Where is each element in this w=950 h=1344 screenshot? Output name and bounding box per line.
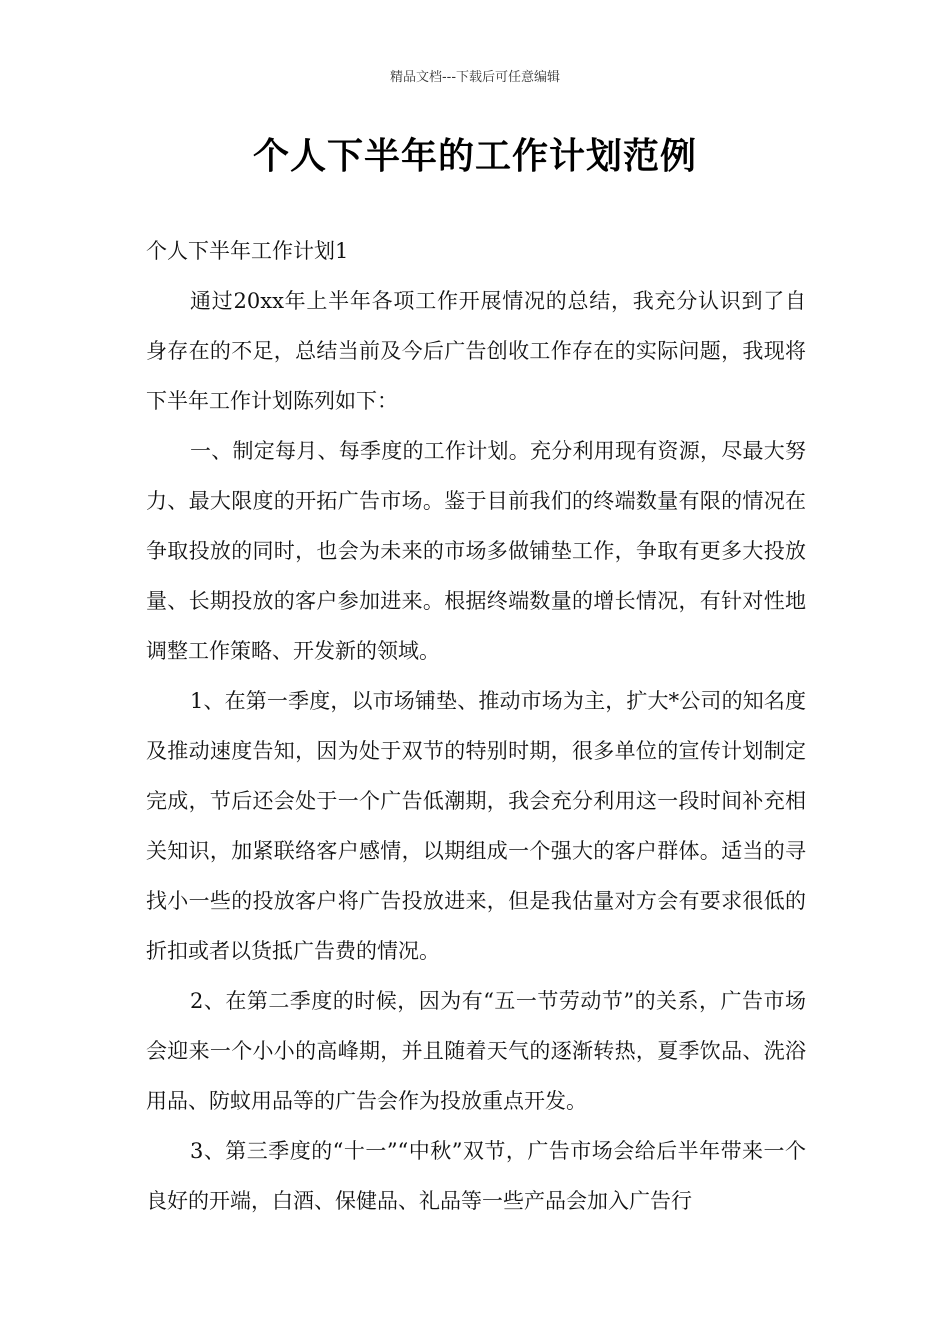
document-title: 个人下半年的工作计划范例 [252, 136, 697, 177]
page-header-note: 精品文档---下载后可任意编辑 [389, 70, 561, 85]
document-body [146, 226, 806, 1226]
paragraph-plan-1: 一、制定每月、每季度的工作计划。充分利用现有资源，尽最大努力、最大限度的开拓广告市场。鉴于目前我们的终端数量有限的情况在争取投放的同时，也会为未来的市场多做铺垫工作，争取有更多大投放量、长期投放的客户参加进来。根据终端数量的增长情况，有针对性地调整工作策略、开发新的领域。 [146, 439, 806, 663]
paragraph-quarter-2: 2、在第二季度的时候，因为有“五一节劳动节”的关系，广告市场会迎来一个小小的高峰期，并且随着天气的逐渐转热，夏季饮品、洗浴用品、防蚊用品等的广告会作为投放重点开发。 [146, 989, 806, 1113]
paragraph-quarter-3: 3、第三季度的“十一”“中秋”双节，广告市场会给后半年带来一个良好的开端，白酒、保健品、礼品等一些产品会加入广告行 [146, 1139, 806, 1213]
section-subheading: 个人下半年工作计划1 [146, 239, 349, 263]
paragraph-intro: 通过20xx年上半年各项工作开展情况的总结，我充分认识到了自身存在的不足，总结当前及今后广告创收工作存在的实际问题，我现将下半年工作计划陈列如下： [146, 289, 806, 413]
paragraph-quarter-1: 1、在第一季度，以市场铺垫、推动市场为主，扩大*公司的知名度及推动速度告知，因为处于双节的特别时期，很多单位的宣传计划制定完成，节后还会处于一个广告低潮期，我会充分利用这一段时间补充相关知识，加紧联络客户感情，以期组成一个强大的客户群体。适当的寻找小一些的投放客户将广告投放进来，但是我估量对方会有要求很低的折扣或者以货抵广告费的情况。 [146, 689, 806, 963]
